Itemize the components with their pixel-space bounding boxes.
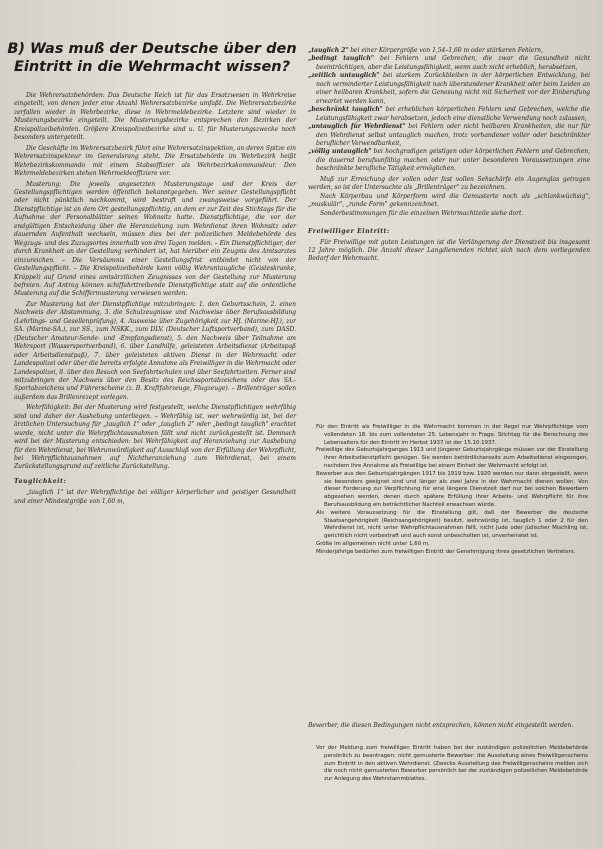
list-item-tauglich-2: „tauglich 2" bei einer Körpergröße von 1,54–1,60 m oder stärkeren Fehlern, <box>308 47 543 54</box>
list-item-beschraenkt-tauglich: „beschränkt tauglich" bei erheblichen körperlichen Fehlern und Gebrechen, welche die Leistungsfähigkeit zwar herabsetzen, jedoch eine dienstliche Verwendung noch zulassen, <box>308 106 591 122</box>
note-geburtsjahrgaenge: Bewerber aus den Geburtsjahrgängen 1917 bis 1919 bzw. 1920 werden nur dann eingestellt, wenn sie besonders geeignet sind und länger als zwei Jahre in der Wehrmacht dienen wollen. Von dieser Forderung zur Verpflichtung für eine längere Dienstzeit darf nur bei solchen Bewerbern abgesehen werden, denen durch spätere Erfüllung ihrer Arbeits- und Wehrpflicht für ihre Berufsausbildung ein beträchtlicher Nachteil erwachsen würde. <box>316 470 588 508</box>
right-small-text <box>316 424 588 557</box>
list-item-untauglich-wehrdienst: „untauglich für Wehrdienst" bei Fehlern oder nicht heilbaren Krankheiten, die nur für den Wehrdienst selbst untauglich machen, trotz vorhandener voller oder beschränkter beruflicher Verwendbarkeit, <box>308 123 591 147</box>
heading-tauglichkeit: Tauglichkeit: <box>14 477 67 485</box>
page-title: B) Was muß der Deutsche über den Eintritt in die Wehrmacht wissen? <box>7 41 297 75</box>
paragraph-wehrersatzinspektion: Die Geschäfte im Wehrersatzbezirk führt eine Wehrersatzinspektion, an deren Spitze ein Wehrersatzinspekteur im Generalsrang steht. Die Ersatzbehörde im Wehrbezirk heißt Wehrbezirkskommando mit einem Stabsoffizier als Wehrbezirkskommandeur. Den Wehrmeldebezirken stehen Wehrmeldeoffiziere vor. <box>14 144 296 178</box>
note-voraussetzungen: Als weitere Voraussetzung für die Einstellung gilt, daß der Bewerber die deutsche Staatsangehörigkeit (Reichsangehörigkeit) besitzt, wehrwürdig ist, tauglich 1 oder 2 für den Wehrdienst ist, nicht unter Wehrpflichtausnahmen fällt, nicht Jude oder jüdischer Mischling ist, gerichtlich nicht vorbestraft und auch sonst unbescholten ist, unverheiratet ist. <box>316 509 588 540</box>
note-arbeitsdienstpflicht: Freiwillige des Geburtsjahrganges 1913 und jüngerer Geburtsjahrgänge müssen vor der Einstellung ihrer Arbeitsdienstpflicht genügen. Sie werden behördlicherseits zum Arbeitsdienst eingezogen, nachdem ihre Annahme als Freiwillige bei einem Einheit der Wehrmacht erfolgt ist. <box>316 447 588 469</box>
paragraph-bewerber-bedingungen: Bewerber, die diesen Bedingungen nicht entsprechen, können nicht eingestellt werden. <box>308 722 574 729</box>
list-item-voellig-untauglich: „völlig untauglich" bei hochgradigen geistigen oder körperlichen Fehlern und Gebrechen, die dauernd berufsunfähig machen oder nur unter besonderen Voraussetzungen eine beschränkte berufliche Tätigkeit ermöglichen. <box>308 148 591 173</box>
list-item-zeitlich-untauglich: „zeitlich untauglich" bei starkem Zurückbleiben in der körperlichen Entwicklung, bei noch verminderter Leistungsfähigkeit nach überstandener Krankheit oder beim Leiden an einer heilbaren Krankheit, sofern die Genesung nicht mit Sicherheit vor der Einberufung erwartet werden kann, <box>308 72 591 105</box>
note-groesse: Größe im allgemeinen nicht unter 1,60 m. <box>316 540 430 547</box>
heading-freiwilliger-eintritt: Freiwilliger Eintritt: <box>308 228 390 236</box>
paragraph-koerperbau: Nach Körperbau und Körperform wird die Gemusterte noch als „schlankwüchsig", „muskulär", „runde Form" gekennzeichnet. <box>308 192 590 209</box>
paragraph-tauglich-1: „tauglich 1" ist der Wehrpflichtige bei völliger körperlicher und geistiger Gesundheit und einer Mindestgröße von 1,60 m, <box>14 489 296 505</box>
left-column-text <box>14 92 296 506</box>
paragraph-sonderbestimmungen: Sonderbestimmungen für die einzelnen Wehrmachtteile siehe dort. <box>320 209 524 217</box>
note-eintrittsalter: Für den Eintritt als Freiwilliger in die Wehrmacht kommen in der Regel nur Wehrpflichtige vom vollendeten 18. bis zum vollendeten 25. Lebensjahr in Frage. Stichtag für die Berechnung des Lebensalters für den Eintritt im Herbst 1937 ist der 15.10.1937. <box>316 424 588 446</box>
right-column-text <box>308 47 590 264</box>
right-bottom-small <box>316 745 588 784</box>
paragraph-musterung: Musterung: Die jeweils angesetzten Musterungstage und der Kreis der Gestellungspflichtigen werden öffentlich bekanntgegeben. Wer seiner Gestellungspflicht oder nicht pünktlich nachkommt, wird bestraft und zwangsweise vorgeführt. Der Dienstpflichtige ist an dem Ort gestellungspflichtig, an dem er zur Zeit des Stichtags für die Aufnahme der Personalblätter seinen Wohnsitz hatte. Dienstpflichtige, die vor der endgültigen Entscheidung über die Heranziehung zum Wehrdienst ihren Wohnsitz oder dauernden Aufenthalt wechseln, müssen dies bei der polizeilichen Meldebehörde des Wegzugs- und des Zuzugsortes innerhalb von drei Tagen melden. – Ein Dienstpflichtiger, der durch Krankheit an der Gestellung verhindert ist, hat hierüber ein Zeugnis des Amtsarztes einzureichen. – Die Versäumnis einer Gestellungsfrist entbindet nicht von der Gestellungspflicht. – Die Kreispolizeibehörde kann völlig Wehruntaugliche (Geisteskranke, Krüppel) auf Grund eines amtsärztlichen Zeugnisses von der Gestellung zur Musterung befreien. Auf Antrag können schiffahrttreibende Dienstpflichtige statt auf die ordentliche Musterung auf die Schiffermusterung verwiesen werden. <box>14 180 296 298</box>
paragraph-langdienende: Für Freiwillige mit guten Leistungen ist die Verlängerung der Dienstzeit bis insgesamt 12 Jahre möglich. Die Anzahl dieser Langdienenden richtet sich nach dem vorliegenden Bedarf der Wehrmacht. <box>308 238 590 263</box>
right-bottom-text <box>308 722 590 730</box>
note-minderjaehrige: Minderjährige bedürfen zum freiwilligen Eintritt der Genehmigung ihres gesetzlichen Vertreters. <box>316 548 576 555</box>
paragraph-wehrfaehigkeit: Wehrfähigkeit: Bei der Musterung wird festgestellt, welche Dienstpflichtigen wehrfähig sind und daher der Aushebung unterliegen. – Wehrfähig ist, wer wehrwürdig ist, bei der ärztlichen Untersuchung für „tauglich 1" oder „tauglich 2" oder „bedingt tauglich" erachtet wurde, nicht unter die Wehrpflichtausnahmen fällt und nicht zurückgestellt ist. Demnach wird bei der Musterung entschieden: bei Wehrfähigkeit auf Heranziehung zur Aushebung für den Wehrdienst, bei Wehrunwürdigkeit auf Ausschluß von der Erfüllung der Wehrpflicht, bei Wehrpflichtausnahmen auf Nichtheranziehung zum Wehrdienst, bei einem Zurückstellungsgrund auf zeitliche Zurückstellung. <box>14 404 296 471</box>
paragraph-brillentraeger: Muß zur Erreichung der vollen oder fast vollen Sehschärfe ein Augenglas getragen werden, so ist der Untersuchte als „Brillenträger" zu bezeichnen. <box>308 175 590 192</box>
paragraph-wehrersatzbehoerden: Die Wehrersatzbehörden: Das Deutsche Reich ist für das Ersatzwesen in Wehrkreise eingeteilt, von denen jeder eine Anzahl Wehrersatzbezirke umfaßt. Die Wehrersatzbezirke zerfallen wieder in Wehrbezirke, diese in Wehrmeldebezirke. Letztere sind wieder in Musterungsbezirke eingeteilt. Die Musterungsbezirke entsprechen den Bezirken der Kreispolizeibehörden. Größere Kreispolizeibezirke sind u. U. für Musterungszwecke noch besonders untergeteilt. <box>14 92 296 142</box>
paragraph-mitzubringen: Zur Musterung hat der Dienstpflichtige mitzubringen: 1. den Geburtsschein, 2. einen Nachweis der Abstammung, 3. die Schulzeugnisse und Nachweise über Berufsausbildung (Lehrlings- und Gesellenprüfung), 4. Ausweise über Zugehörigkeit zur HJ. (Marine-HJ.), zur SA. (Marine-SA.), zur SS., zum NSKK., zum DLV. (Deutscher Luftsportverband), zum DASD. (Deutscher Amateur-Sende- und -Empfangsdienst), 5. den Nachweis über Teilnahme am Wehrsport (Wassersportverband), 6. über Landhilfe, geleisteten Arbeitsdienst (Arbeitspaß oder Arbeitsdienstpaß), 7. über geleisteten aktiven Dienst in der Wehrmacht oder Landespolizei oder über die bereits erfolgte Annahme als Freiwilliger in die Wehrmacht oder Landespolizei, 8. über den Besuch von Seefahrtschulen und über Seefahrtzeiten. Ferner sind mitzubringen der Nachweis über den Besitz des Reichssportabzeichens oder des SA.-Sportabzeichens und Führerscheine (z. B. Kraftfahrzeuge, Flugzeuge). – Brillenträger sollen außerdem das Brillenrezept vorlegen. <box>14 300 296 401</box>
list-item-bedingt-tauglich: „bedingt tauglich" bei Fehlern und Gebrechen, die zwar die Gesundheit nicht beeinträchtigen, aber die Leistungsfähigkeit, wenn auch nicht erheblich, herabsetzen, <box>308 55 590 71</box>
note-freiwilligenschein: Vor der Meldung zum freiwilligen Eintritt haben bei der zuständigen polizeilichen Meldebehörde persönlich zu beantragen: nicht gemusterte Bewerber: die Ausstellung eines Freiwilligenscheins zum Eintritt in den aktiven Wehrdienst. (Zwecks Ausstellung des Freiwilligenscheins melden sich die noch nicht gemusterten Bewerber persönlich bei der zuständigen polizeilichen Meldebehörde zur Anlegung des Wehrstammblattes. <box>316 745 588 783</box>
